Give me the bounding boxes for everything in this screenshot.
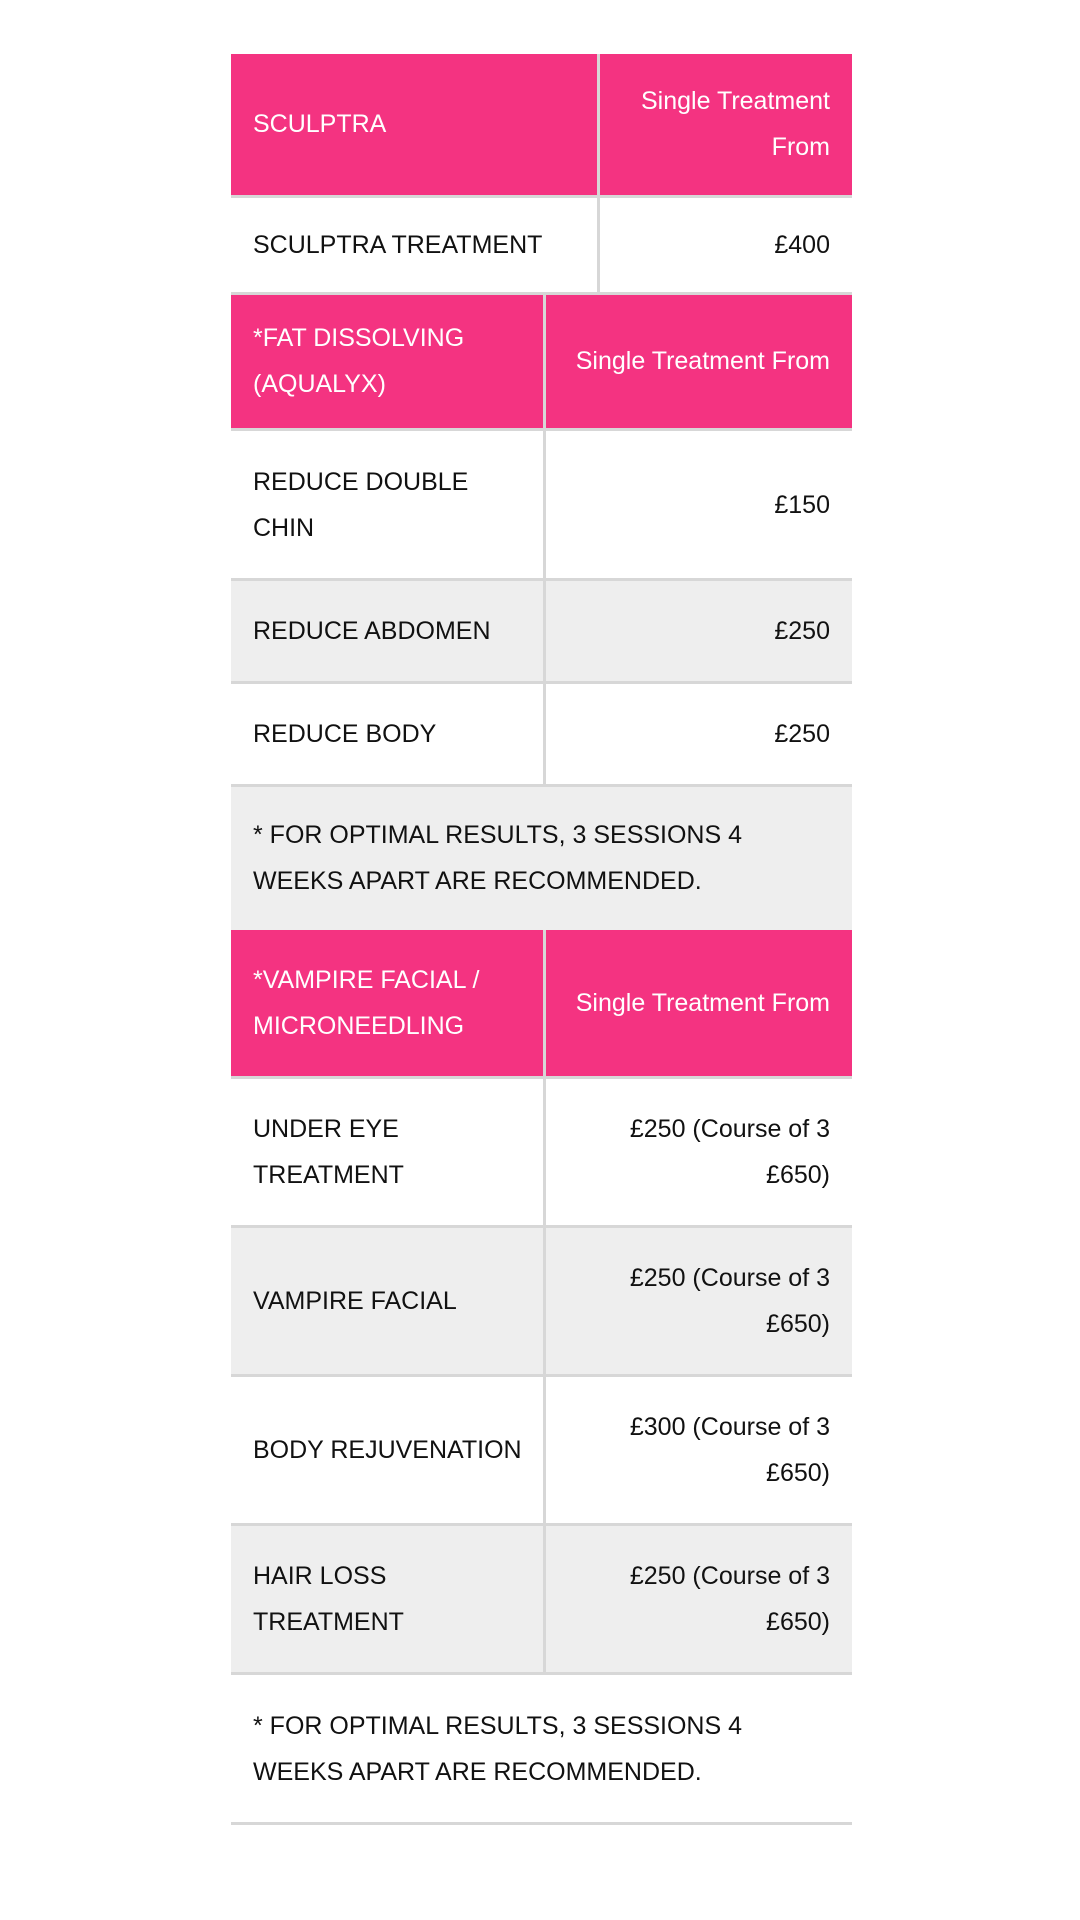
vampire-facial-note-row <box>231 1674 852 1824</box>
table-row <box>231 1227 852 1376</box>
table-row <box>231 1376 852 1525</box>
fat-dissolving-header-row <box>231 295 852 430</box>
treatment-name: VAMPIRE FACIAL <box>231 1227 544 1376</box>
table-row <box>231 1078 852 1227</box>
sculptra-header-price-label: Single Treatment From <box>598 54 852 196</box>
treatment-price: £250 (Course of 3 £650) <box>544 1078 852 1227</box>
treatment-name: REDUCE ABDOMEN <box>231 580 544 683</box>
treatment-name: UNDER EYE TREATMENT <box>231 1078 544 1227</box>
vampire-facial-header-price-label: Single Treatment From <box>544 930 852 1078</box>
table-row <box>231 1525 852 1674</box>
vampire-facial-price-table <box>231 930 852 1826</box>
treatment-price: £250 (Course of 3 £650) <box>544 1227 852 1376</box>
treatment-price: £250 <box>544 580 852 683</box>
price-list <box>231 54 852 1825</box>
fat-dissolving-note-row <box>231 786 852 930</box>
treatment-name: BODY REJUVENATION <box>231 1376 544 1525</box>
table-row <box>231 196 852 293</box>
treatment-name: REDUCE DOUBLE CHIN <box>231 430 544 580</box>
sculptra-header-title: SCULPTRA <box>231 54 598 196</box>
treatment-price: £150 <box>544 430 852 580</box>
fat-dissolving-header-price-label: Single Treatment From <box>544 295 852 430</box>
vampire-facial-header-title: *VAMPIRE FACIAL / MICRONEEDLING <box>231 930 544 1078</box>
treatment-name: HAIR LOSS TREATMENT <box>231 1525 544 1674</box>
treatment-name: REDUCE BODY <box>231 683 544 786</box>
recommendation-note: * FOR OPTIMAL RESULTS, 3 SESSIONS 4 WEEKS APART ARE RECOMMENDED. <box>231 1674 852 1824</box>
sculptra-header-row <box>231 54 852 196</box>
treatment-price: £400 <box>598 196 852 293</box>
vampire-facial-header-row <box>231 930 852 1078</box>
fat-dissolving-price-table <box>231 295 852 930</box>
table-row <box>231 683 852 786</box>
treatment-price: £300 (Course of 3 £650) <box>544 1376 852 1525</box>
treatment-price: £250 <box>544 683 852 786</box>
treatment-price: £250 (Course of 3 £650) <box>544 1525 852 1674</box>
table-row <box>231 580 852 683</box>
table-row <box>231 430 852 580</box>
recommendation-note: * FOR OPTIMAL RESULTS, 3 SESSIONS 4 WEEKS APART ARE RECOMMENDED. <box>231 786 852 930</box>
sculptra-price-table <box>231 54 852 295</box>
fat-dissolving-header-title: *FAT DISSOLVING (AQUALYX) <box>231 295 544 430</box>
treatment-name: SCULPTRA TREATMENT <box>231 196 598 293</box>
